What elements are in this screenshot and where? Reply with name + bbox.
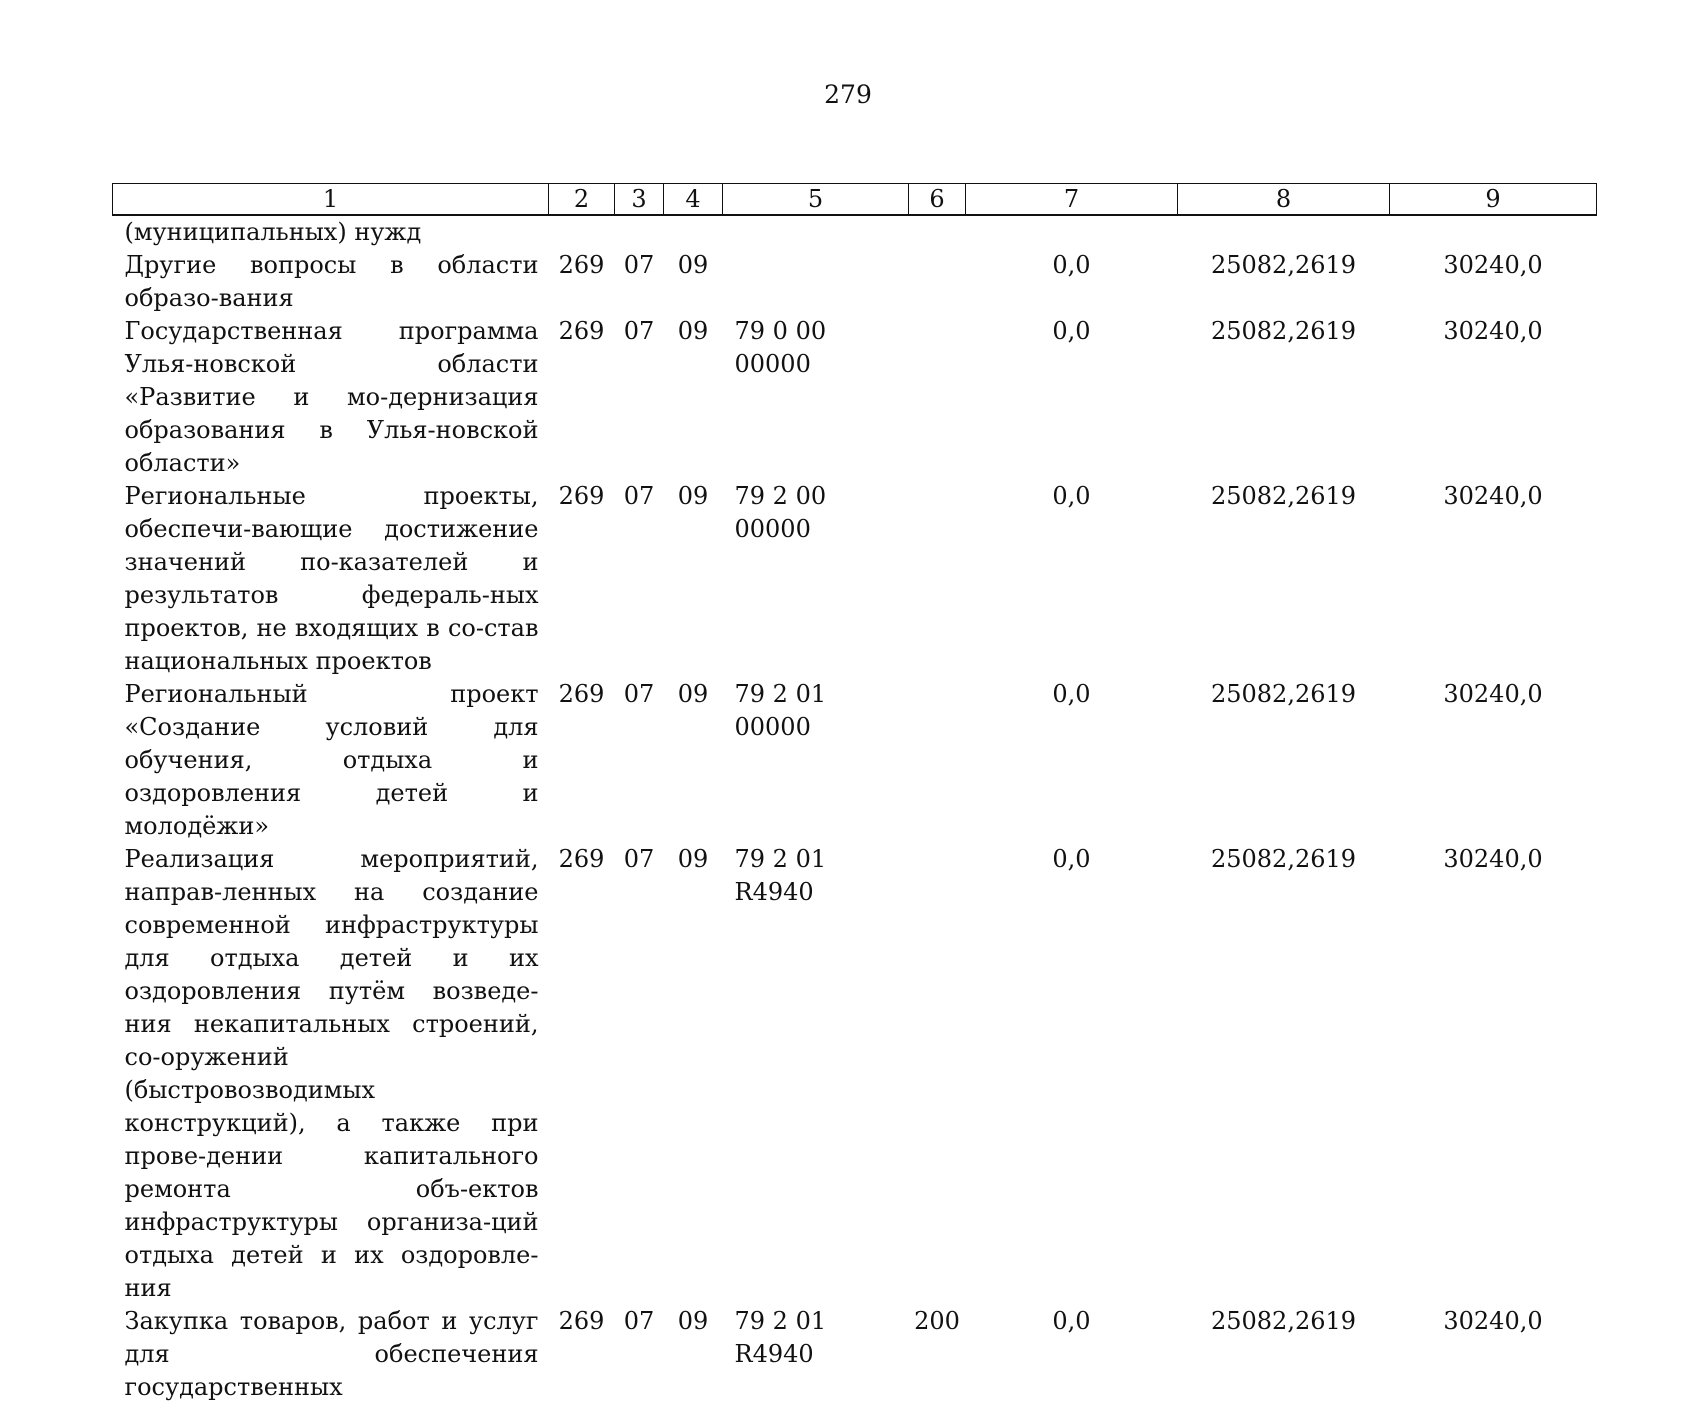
cell-ministry-code: 269 xyxy=(558,251,605,279)
cell-expense-type xyxy=(909,843,966,1305)
cell-col9: 30240,0 xyxy=(1443,482,1543,510)
cell-target-article xyxy=(723,215,909,249)
cell-section-code: 07 xyxy=(623,317,655,345)
cell-col8: 25082,2619 xyxy=(1210,1307,1357,1335)
cell-subsection-code xyxy=(664,215,723,249)
cell-section-code: 07 xyxy=(623,845,655,873)
cell-target-article: 79 2 01 00000 xyxy=(734,680,827,741)
cell-target-article: 79 2 01 R4940 xyxy=(734,1307,827,1368)
column-header: 6 xyxy=(909,184,966,216)
cell-col7: 0,0 xyxy=(1052,251,1091,279)
cell-expense-type xyxy=(909,315,966,480)
row-name: Реализация мероприятий, направ-ленных на создание современной инфраструктуры для отдыха детей и их оздоровления путём возведе-ния некапитальных строений, со-оружений (быстровозводимых конструкций), а также при прове-дении капитального ремонта объ-ектов инфраструктуры организа-ций отдыха детей и их оздоровле-ния xyxy=(124,845,539,1302)
cell-expense-type xyxy=(909,678,966,843)
cell-col7: 0,0 xyxy=(1052,1307,1091,1335)
column-header: 4 xyxy=(664,184,723,216)
cell-col7: 0,0 xyxy=(1052,680,1091,708)
row-name: Региональный проект «Создание условий для обучения, отдыха и оздоровления детей и молодёжи» xyxy=(124,680,539,840)
cell-subsection-code: 09 xyxy=(677,845,709,873)
row-name: Государственная программа Улья-новской области «Развитие и мо-дернизация образования в Улья-новской области» xyxy=(124,317,539,477)
row-name: (муниципальных) нужд xyxy=(124,218,422,246)
cell-col8 xyxy=(1178,215,1390,249)
cell-subsection-code: 09 xyxy=(677,482,709,510)
cell-col9: 30240,0 xyxy=(1443,1307,1543,1335)
row-name: Закупка товаров, работ и услуг для обеспечения государственных xyxy=(124,1307,539,1401)
cell-section-code: 07 xyxy=(623,1307,655,1335)
column-header: 2 xyxy=(549,184,615,216)
cell-target-article: 79 0 00 00000 xyxy=(734,317,827,378)
cell-section-code: 07 xyxy=(623,680,655,708)
cell-subsection-code: 09 xyxy=(677,680,709,708)
table-row xyxy=(113,678,1597,843)
cell-expense-type: 200 xyxy=(914,1307,960,1335)
cell-ministry-code: 269 xyxy=(558,317,605,345)
cell-col7: 0,0 xyxy=(1052,317,1091,345)
cell-col9: 30240,0 xyxy=(1443,845,1543,873)
cell-col7: 0,0 xyxy=(1052,845,1091,873)
cell-subsection-code: 09 xyxy=(677,317,709,345)
budget-table xyxy=(112,183,1597,1404)
cell-target-article: 79 2 01 R4940 xyxy=(734,845,827,906)
cell-section-code: 07 xyxy=(623,482,655,510)
cell-ministry-code: 269 xyxy=(558,680,605,708)
table-row xyxy=(113,843,1597,1305)
cell-col7 xyxy=(966,215,1178,249)
table-row xyxy=(113,249,1597,315)
cell-expense-type xyxy=(909,215,966,249)
cell-col8: 25082,2619 xyxy=(1210,680,1357,708)
cell-ministry-code: 269 xyxy=(558,845,605,873)
cell-col9: 30240,0 xyxy=(1443,680,1543,708)
column-header: 5 xyxy=(723,184,909,216)
cell-col8: 25082,2619 xyxy=(1210,482,1357,510)
cell-ministry-code: 269 xyxy=(558,1307,605,1335)
column-header: 1 xyxy=(113,184,549,216)
cell-section-code: 07 xyxy=(623,251,655,279)
cell-expense-type xyxy=(909,480,966,678)
cell-ministry-code xyxy=(549,215,615,249)
cell-subsection-code: 09 xyxy=(677,251,709,279)
cell-col8: 25082,2619 xyxy=(1210,251,1357,279)
page-number: 279 xyxy=(824,80,872,109)
cell-expense-type xyxy=(909,249,966,315)
cell-target-article xyxy=(723,249,909,315)
cell-col9: 30240,0 xyxy=(1443,251,1543,279)
cell-col8: 25082,2619 xyxy=(1210,317,1357,345)
row-name: Региональные проекты, обеспечи-вающие достижение значений по-казателей и результатов федераль-ных проектов, не входящих в со-став национальных проектов xyxy=(124,482,539,675)
row-name: Другие вопросы в области образо-вания xyxy=(124,251,539,312)
cell-col7: 0,0 xyxy=(1052,482,1091,510)
table-row xyxy=(113,480,1597,678)
cell-subsection-code: 09 xyxy=(677,1307,709,1335)
table-row xyxy=(113,315,1597,480)
cell-ministry-code: 269 xyxy=(558,482,605,510)
table-row xyxy=(113,1305,1597,1404)
column-header: 3 xyxy=(615,184,664,216)
cell-section-code xyxy=(615,215,664,249)
column-header: 8 xyxy=(1178,184,1390,216)
cell-target-article: 79 2 00 00000 xyxy=(734,482,827,543)
cell-col9 xyxy=(1390,215,1597,249)
table-header-row xyxy=(113,184,1597,216)
table-row xyxy=(113,215,1597,249)
cell-col9: 30240,0 xyxy=(1443,317,1543,345)
cell-col8: 25082,2619 xyxy=(1210,845,1357,873)
column-header: 7 xyxy=(966,184,1178,216)
column-header: 9 xyxy=(1390,184,1597,216)
